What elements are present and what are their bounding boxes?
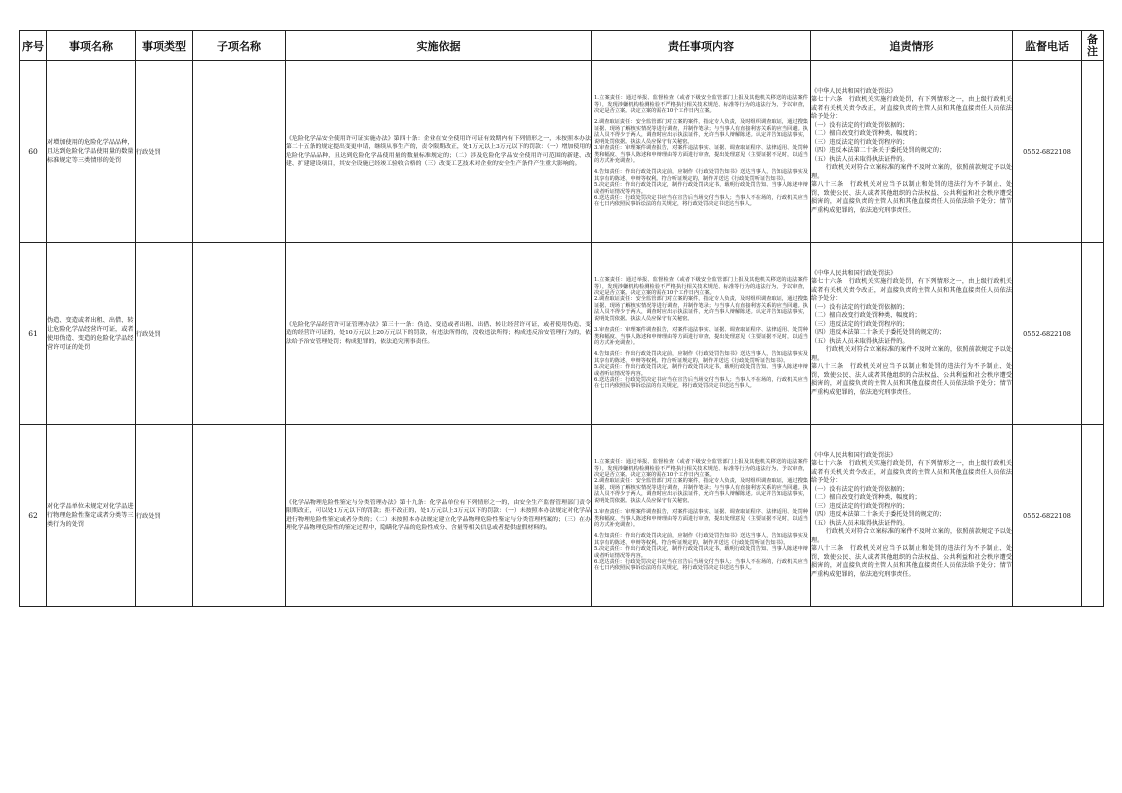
row-acc [811,61,1013,243]
header-note: 备注 [1082,31,1104,61]
row-type: 行政处罚 [136,425,193,607]
acc-line: 《中华人民共和国行政处罚法》 [811,87,897,95]
resp-item: 1.立案责任：通过举报、监督检查（或者下级安全监管部门上报及其他机关移送的违法案件等），发现涉嫌机构检测检验不严格执行相关技术规范、标准等行为的违法行为，予以审查，决定是否立案。决定立案的需在10个工作日内立案。 [594,277,808,297]
table-row [20,425,1104,607]
resp-item: 2.调查取证责任：安全监管部门对立案的案件，指定专人负责，及时组织调查取证，通过搜集证据、现场了解核实情况等进行调查，并制作笔录；与当事人有直接利害关系的应当回避。执法人员不得少于两人，调查时应出示执法证件，允许当事人辩解陈述。认定并告知违法事实，说明处罚依据。执法人员应保守有关秘密。 [594,478,808,504]
resp-item: 4.告知责任：作出行政处罚决定前，应制作《行政处罚告知书》送达当事人，告知违法事实及其享有的陈述、申辩等权利。符合听证规定的，制作并送达《行政处罚听证告知书》。 [594,351,808,364]
row-tel: 0552-6822108 [1013,61,1082,243]
row-sub [193,243,286,425]
resp-item: 6.送达责任：行政处罚决定书应当在宣告后当场交付当事人；当事人不在场的，行政机关应当在七日内依照民事诉讼法的有关规定，将行政处罚决定书送达当事人。 [594,194,808,208]
acc-line: 《中华人民共和国行政处罚法》 [811,269,897,277]
resp-item: 2.调查取证责任：安全监管部门对立案的案件，指定专人负责，及时组织调查取证，通过搜集证据、现场了解核实情况等进行调查，并制作笔录；与当事人有直接利害关系的应当回避。执法人员不得少于两人，调查时应出示执法证件，允许当事人辩解陈述。认定并告知违法事实，说明处罚依据。执法人员应保守有关秘密。 [594,119,808,145]
acc-line: （四）违反本法第二十条关于委托处罚的规定的； [811,147,946,155]
row-resp [592,61,811,243]
acc-line: （五）执法人员未取得执法证件的。 [811,337,909,345]
row-basis: 《危险化学品安全使用许可证实施办法》第四十条：企业在安全使用许可证有效期内有下列情形之一，未按照本办法第二十五条的规定提出变更申请，继续从事生产的，责令限期改正，处1万元以上3万元以下的罚款：（一）增加使用的危险化学品品种，且达到危险化学品使用量的数量标准规定的；（二）涉及危险化学品安全使用许可范围的新建、改建、扩建建设项目，其安全设施已经竣工验收合格的（三）改变工艺技术对企业的安全生产条件产生重大影响的。 [286,61,592,243]
resp-item: 3.审查责任：审理案件调查报告，对案件违法事实、证据、调查取证程序、法律适用、处罚种类和幅度、当事人陈述和申辩理由等方面进行审查，提出处理意见（主要证据不足时，以适当的方式补充调查）。 [594,145,808,164]
row-note [1082,425,1104,607]
table-row [20,61,1104,243]
acc-line: （二）擅自改变行政处罚种类、幅度的； [811,312,921,320]
row-sub [193,61,286,243]
row-note [1082,243,1104,425]
row-type: 行政处罚 [136,243,193,425]
acc-line: 第七十六条 行政机关实施行政处罚，有下列情形之一，由上级行政机关或者有关机关责令改正，对直接负责的主管人员和其他直接责任人员依法给予处分： [811,96,1012,121]
acc-line: 第七十六条 行政机关实施行政处罚，有下列情形之一，由上级行政机关或者有关机关责令改正，对直接负责的主管人员和其他直接责任人员依法给予处分： [811,460,1012,485]
header-acc: 追责情形 [811,31,1013,61]
resp-item: 4.告知责任：作出行政处罚决定前，应制作《行政处罚告知书》送达当事人，告知违法事实及其享有的陈述、申辩等权利。符合听证规定的，制作并送达《行政处罚听证告知书》。 [594,533,808,546]
header-tel: 监督电话 [1013,31,1082,61]
acc-line: （四）违反本法第二十条关于委托处罚的规定的； [811,511,946,519]
acc-line: （三）违反法定的行政处罚程序的； [811,138,909,146]
row-name: 对化学品单位未规定对化学品进行物理危险性鉴定或者分类等三类行为的处罚 [47,425,136,607]
acc-line: （一）没有法定的行政处罚依据的； [811,121,909,129]
header-name: 事项名称 [47,31,136,61]
row-sub [193,425,286,607]
acc-line: （五）执法人员未取得执法证件的。 [811,155,909,163]
row-type: 行政处罚 [136,61,193,243]
resp-item: 6.送达责任：行政处罚决定书应当在宣告后当场交付当事人；当事人不在场的，行政机关应当在七日内依照民事诉讼法的有关规定，将行政处罚决定书送达当事人。 [594,558,808,572]
resp-item: 5.决定责任：作出行政处罚决定，制作行政处罚决定书，载明行政处罚告知、当事人陈述申辩或者听证情况等内容。 [594,364,808,377]
row-no: 62 [20,425,47,607]
acc-line: （二）擅自改变行政处罚种类、幅度的； [811,494,921,502]
header-resp: 责任事项内容 [592,31,811,61]
acc-line: （四）违反本法第二十条关于委托处罚的规定的； [811,329,946,337]
resp-item: 4.告知责任：作出行政处罚决定前，应制作《行政处罚告知书》送达当事人，告知违法事实及其享有的陈述、申辩等权利。符合听证规定的，制作并送达《行政处罚听证告知书》。 [594,169,808,182]
acc-line: （二）擅自改变行政处罚种类、幅度的； [811,130,921,138]
row-resp [592,425,811,607]
table-row [20,243,1104,425]
acc-line: 第八十三条 行政机关对应当予以制止和处罚的违法行为不予制止、处罚，致使公民、法人或者其他组织的合法权益、公共利益和社会秩序遭受损害的，对直接负责的主管人员和其他直接责任人员依法给予处分；情节严重构成犯罪的，依法追究刑事责任。 [811,363,1012,396]
row-acc [811,243,1013,425]
row-resp [592,243,811,425]
header-no: 序号 [20,31,47,61]
acc-line: 第七十六条 行政机关实施行政处罚，有下列情形之一，由上级行政机关或者有关机关责令改正，对直接负责的主管人员和其他直接责任人员依法给予处分： [811,278,1012,303]
row-name: 对增加使用的危险化学品品种，且达到危险化学品使用量的数量标准规定等三类情形的处罚 [47,61,136,243]
row-note [1082,61,1104,243]
acc-line: （一）没有法定的行政处罚依据的； [811,485,909,493]
resp-item: 5.决定责任：作出行政处罚决定，制作行政处罚决定书，载明行政处罚告知、当事人陈述申辩或者听证情况等内容。 [594,182,808,195]
header-row [20,31,1104,61]
acc-line: （三）违反法定的行政处罚程序的； [811,320,909,328]
row-no: 60 [20,61,47,243]
resp-item: 1.立案责任：通过举报、监督检查（或者下级安全监管部门上报及其他机关移送的违法案件等），发现涉嫌机构检测检验不严格执行相关技术规范、标准等行为的违法行为，予以审查，决定是否立案。决定立案的需在10个工作日内立案。 [594,459,808,479]
acc-line: 行政机关对符合立案标准的案件不及时立案的，依照前款规定予以处理。 [811,528,1012,544]
row-no: 61 [20,243,47,425]
row-tel: 0552-6822108 [1013,243,1082,425]
acc-line: 第八十三条 行政机关对应当予以制止和处罚的违法行为不予制止、处罚，致使公民、法人或者其他组织的合法权益、公共利益和社会秩序遭受损害的，对直接负责的主管人员和其他直接责任人员依法给予处分；情节严重构成犯罪的，依法追究刑事责任。 [811,545,1012,578]
acc-line: 第八十三条 行政机关对应当予以制止和处罚的违法行为不予制止、处罚，致使公民、法人或者其他组织的合法权益、公共利益和社会秩序遭受损害的，对直接负责的主管人员和其他直接责任人员依法给予处分；情节严重构成犯罪的，依法追究刑事责任。 [811,181,1012,214]
responsibility-table [19,30,1104,607]
resp-item: 1.立案责任：通过举报、监督检查（或者下级安全监管部门上报及其他机关移送的违法案件等），发现涉嫌机构检测检验不严格执行相关技术规范、标准等行为的违法行为，予以审查，决定是否立案。决定立案的需在10个工作日内立案。 [594,95,808,115]
acc-line: 行政机关对符合立案标准的案件不及时立案的，依照前款规定予以处理。 [811,164,1012,180]
acc-line: （一）没有法定的行政处罚依据的； [811,303,909,311]
resp-item: 5.决定责任：作出行政处罚决定，制作行政处罚决定书，载明行政处罚告知、当事人陈述申辩或者听证情况等内容。 [594,546,808,559]
row-acc [811,425,1013,607]
row-tel: 0552-6822108 [1013,425,1082,607]
header-type: 事项类型 [136,31,193,61]
header-basis: 实施依据 [286,31,592,61]
acc-line: （三）违反法定的行政处罚程序的； [811,502,909,510]
acc-line: （五）执法人员未取得执法证件的。 [811,519,909,527]
header-sub: 子项名称 [193,31,286,61]
row-name: 伪造、变造或者出租、出借、转让危险化学品经营许可证，或者使用伪造、变造的危险化学品经营许可证的处罚 [47,243,136,425]
acc-line: 《中华人民共和国行政处罚法》 [811,451,897,459]
resp-item: 3.审查责任：审理案件调查报告，对案件违法事实、证据、调查取证程序、法律适用、处罚种类和幅度、当事人陈述和申辩理由等方面进行审查，提出处理意见（主要证据不足时，以适当的方式补充调查）。 [594,509,808,528]
acc-line: 行政机关对符合立案标准的案件不及时立案的，依照前款规定予以处理。 [811,346,1012,362]
row-basis: 《化学品物理危险性鉴定与分类管理办法》第十九条：化学品单位有下列情形之一的，由安全生产监督管理部门责令限期改正，可以处1万元以下的罚款；拒不改正的，处1万元以上3万元以下的罚款：（一）未按照本办法规定对化学品进行物理危险性鉴定或者分类的；（二）未按照本办法规定建立化学品物理危险性鉴定与分类管理档案的；（三）在办理化学品物理危险性的鉴定过程中，隐瞒化学品的危险性成分、含量等相关信息或者提供虚假材料的。 [286,425,592,607]
resp-item: 3.审查责任：审理案件调查报告，对案件违法事实、证据、调查取证程序、法律适用、处罚种类和幅度、当事人陈述和申辩理由等方面进行审查，提出处理意见（主要证据不足时，以适当的方式补充调查）。 [594,327,808,346]
row-basis: 《危险化学品经营许可证管理办法》第三十一条：伪造、变造或者出租、出借、转让经营许可证，或者使用伪造、变造的经营许可证的，处10万元以上20万元以下的罚款，有违法所得的，没收违法所得；构成违反治安管理行为的，依法给予治安管理处罚；构成犯罪的，依法追究刑事责任。 [286,243,592,425]
resp-item: 6.送达责任：行政处罚决定书应当在宣告后当场交付当事人；当事人不在场的，行政机关应当在七日内依照民事诉讼法的有关规定，将行政处罚决定书送达当事人。 [594,376,808,390]
resp-item: 2.调查取证责任：安全监管部门对立案的案件，指定专人负责，及时组织调查取证，通过搜集证据、现场了解核实情况等进行调查，并制作笔录；与当事人有直接利害关系的应当回避。执法人员不得少于两人，调查时应出示执法证件，允许当事人辩解陈述。认定并告知违法事实，说明处罚依据。执法人员应保守有关秘密。 [594,296,808,322]
